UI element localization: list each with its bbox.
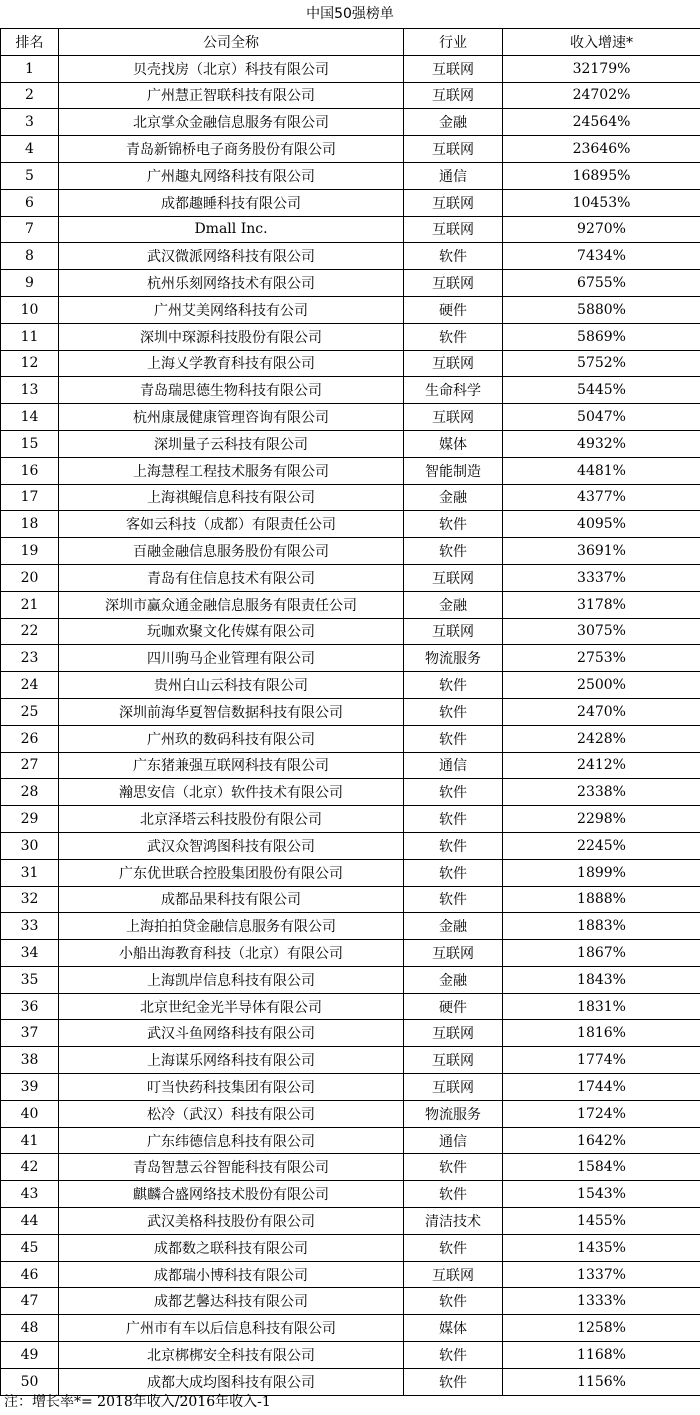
- company-name-cell: 四川驹马企业管理有限公司: [59, 645, 404, 672]
- rank-cell: 50: [1, 1368, 59, 1395]
- company-name-cell: 杭州乐刻网络技术有限公司: [59, 270, 404, 297]
- growth-cell: 7434%: [503, 243, 700, 270]
- industry-cell: 通信: [404, 1127, 503, 1154]
- industry-cell: 软件: [404, 243, 503, 270]
- company-name-cell: 深圳量子云科技有限公司: [59, 430, 404, 457]
- growth-cell: 5445%: [503, 377, 700, 404]
- table-row: [1, 1342, 700, 1369]
- growth-cell: 1899%: [503, 859, 700, 886]
- growth-cell: 1831%: [503, 993, 700, 1020]
- company-name-cell: 上海慧程工程技术服务有限公司: [59, 457, 404, 484]
- company-name-cell: 武汉美格科技股份有限公司: [59, 1208, 404, 1235]
- rank-cell: 28: [1, 779, 59, 806]
- table-row: [1, 350, 700, 377]
- table-body: [1, 55, 700, 1395]
- industry-cell: 互联网: [404, 136, 503, 163]
- company-name-cell: 小船出海教育科技（北京）有限公司: [59, 940, 404, 967]
- growth-cell: 2470%: [503, 698, 700, 725]
- company-name-cell: 广州市有车以后信息科技有限公司: [59, 1315, 404, 1342]
- company-name-cell: 上海乂学教育科技有限公司: [59, 350, 404, 377]
- table-row: [1, 966, 700, 993]
- table-row: [1, 886, 700, 913]
- rank-cell: 15: [1, 430, 59, 457]
- table-row: [1, 136, 700, 163]
- rank-cell: 23: [1, 645, 59, 672]
- growth-cell: 2753%: [503, 645, 700, 672]
- growth-cell: 1455%: [503, 1208, 700, 1235]
- growth-cell: 4377%: [503, 484, 700, 511]
- table-row: [1, 591, 700, 618]
- industry-cell: 金融: [404, 966, 503, 993]
- industry-cell: 软件: [404, 323, 503, 350]
- table-row: [1, 484, 700, 511]
- growth-cell: 1435%: [503, 1234, 700, 1261]
- company-name-cell: 上海祺鲲信息科技有限公司: [59, 484, 404, 511]
- industry-cell: 媒体: [404, 1315, 503, 1342]
- industry-cell: 互联网: [404, 940, 503, 967]
- company-name-cell: 深圳中琛源科技股份有限公司: [59, 323, 404, 350]
- company-name-cell: Dmall Inc.: [59, 216, 404, 243]
- footnote: 注：增长率*= 2018年收入/2016年收入-1: [4, 1394, 271, 1410]
- industry-cell: 互联网: [404, 216, 503, 243]
- company-name-cell: 武汉众智鸿图科技有限公司: [59, 832, 404, 859]
- company-name-cell: 贝壳找房（北京）科技有限公司: [59, 55, 404, 82]
- industry-cell: 软件: [404, 511, 503, 538]
- growth-cell: 5880%: [503, 296, 700, 323]
- rank-cell: 4: [1, 136, 59, 163]
- industry-cell: 物流服务: [404, 645, 503, 672]
- rank-cell: 30: [1, 832, 59, 859]
- growth-cell: 1168%: [503, 1342, 700, 1369]
- header-revenue-growth: 收入增速*: [503, 29, 700, 56]
- growth-cell: 2298%: [503, 806, 700, 833]
- rank-cell: 42: [1, 1154, 59, 1181]
- industry-cell: 软件: [404, 1154, 503, 1181]
- industry-cell: 互联网: [404, 404, 503, 431]
- industry-cell: 互联网: [404, 82, 503, 109]
- rank-cell: 7: [1, 216, 59, 243]
- growth-cell: 1774%: [503, 1047, 700, 1074]
- growth-cell: 3691%: [503, 538, 700, 565]
- rank-cell: 18: [1, 511, 59, 538]
- table-row: [1, 913, 700, 940]
- growth-cell: 1642%: [503, 1127, 700, 1154]
- table-row: [1, 779, 700, 806]
- rank-cell: 8: [1, 243, 59, 270]
- industry-cell: 软件: [404, 806, 503, 833]
- rank-cell: 43: [1, 1181, 59, 1208]
- rank-cell: 40: [1, 1100, 59, 1127]
- table-row: [1, 538, 700, 565]
- industry-cell: 金融: [404, 109, 503, 136]
- table-row: [1, 564, 700, 591]
- industry-cell: 软件: [404, 538, 503, 565]
- rank-cell: 34: [1, 940, 59, 967]
- industry-cell: 互联网: [404, 1074, 503, 1101]
- rank-cell: 6: [1, 189, 59, 216]
- company-name-cell: 上海谋乐网络科技有限公司: [59, 1047, 404, 1074]
- table-row: [1, 55, 700, 82]
- growth-cell: 1867%: [503, 940, 700, 967]
- company-name-cell: 深圳前海华夏智信数据科技有限公司: [59, 698, 404, 725]
- industry-cell: 物流服务: [404, 1100, 503, 1127]
- company-name-cell: 广东猪兼强互联网科技有限公司: [59, 752, 404, 779]
- growth-cell: 2412%: [503, 752, 700, 779]
- growth-cell: 1584%: [503, 1154, 700, 1181]
- growth-cell: 10453%: [503, 189, 700, 216]
- table-row: [1, 243, 700, 270]
- growth-cell: 24702%: [503, 82, 700, 109]
- industry-cell: 互联网: [404, 350, 503, 377]
- rank-cell: 22: [1, 618, 59, 645]
- table-row: [1, 109, 700, 136]
- rank-cell: 25: [1, 698, 59, 725]
- table-row: [1, 457, 700, 484]
- company-name-cell: 北京泽塔云科技股份有限公司: [59, 806, 404, 833]
- rank-cell: 26: [1, 725, 59, 752]
- industry-cell: 软件: [404, 779, 503, 806]
- company-name-cell: 成都品果科技有限公司: [59, 886, 404, 913]
- company-name-cell: 叮当快药科技集团有限公司: [59, 1074, 404, 1101]
- table-row: [1, 1047, 700, 1074]
- industry-cell: 软件: [404, 1234, 503, 1261]
- table-row: [1, 1261, 700, 1288]
- table-row: [1, 296, 700, 323]
- company-name-cell: 广州慧正智联科技有限公司: [59, 82, 404, 109]
- header-company-name: 公司全称: [59, 29, 404, 56]
- table-row: [1, 940, 700, 967]
- table-row: [1, 1100, 700, 1127]
- industry-cell: 媒体: [404, 430, 503, 457]
- industry-cell: 硬件: [404, 993, 503, 1020]
- growth-cell: 5752%: [503, 350, 700, 377]
- industry-cell: 软件: [404, 886, 503, 913]
- growth-cell: 4095%: [503, 511, 700, 538]
- industry-cell: 软件: [404, 1368, 503, 1395]
- company-name-cell: 上海凯岸信息科技有限公司: [59, 966, 404, 993]
- table-row: [1, 752, 700, 779]
- growth-cell: 4932%: [503, 430, 700, 457]
- company-name-cell: 上海拍拍贷金融信息服务有限公司: [59, 913, 404, 940]
- industry-cell: 互联网: [404, 564, 503, 591]
- company-name-cell: 成都大成均图科技有限公司: [59, 1368, 404, 1395]
- header-industry: 行业: [404, 29, 503, 56]
- table-row: [1, 1181, 700, 1208]
- growth-cell: 1883%: [503, 913, 700, 940]
- rank-cell: 39: [1, 1074, 59, 1101]
- ranking-table: [0, 28, 700, 1396]
- industry-cell: 硬件: [404, 296, 503, 323]
- rank-cell: 5: [1, 162, 59, 189]
- company-name-cell: 深圳市赢众通金融信息服务有限责任公司: [59, 591, 404, 618]
- company-name-cell: 武汉斗鱼网络科技有限公司: [59, 1020, 404, 1047]
- rank-cell: 48: [1, 1315, 59, 1342]
- industry-cell: 软件: [404, 1342, 503, 1369]
- company-name-cell: 青岛新锦桥电子商务股份有限公司: [59, 136, 404, 163]
- growth-cell: 24564%: [503, 109, 700, 136]
- industry-cell: 生命科学: [404, 377, 503, 404]
- company-name-cell: 青岛智慧云谷智能科技有限公司: [59, 1154, 404, 1181]
- growth-cell: 5869%: [503, 323, 700, 350]
- rank-cell: 29: [1, 806, 59, 833]
- industry-cell: 软件: [404, 832, 503, 859]
- table-row: [1, 1074, 700, 1101]
- industry-cell: 软件: [404, 1181, 503, 1208]
- table-row: [1, 1154, 700, 1181]
- table-row: [1, 404, 700, 431]
- industry-cell: 互联网: [404, 270, 503, 297]
- table-row: [1, 1208, 700, 1235]
- table-row: [1, 1020, 700, 1047]
- industry-cell: 金融: [404, 484, 503, 511]
- rank-cell: 31: [1, 859, 59, 886]
- growth-cell: 1258%: [503, 1315, 700, 1342]
- table-row: [1, 162, 700, 189]
- header-rank: 排名: [1, 29, 59, 56]
- rank-cell: 10: [1, 296, 59, 323]
- company-name-cell: 客如云科技（成都）有限责任公司: [59, 511, 404, 538]
- company-name-cell: 广州艾美网络科技有公司: [59, 296, 404, 323]
- industry-cell: 互联网: [404, 189, 503, 216]
- industry-cell: 通信: [404, 162, 503, 189]
- rank-cell: 47: [1, 1288, 59, 1315]
- company-name-cell: 北京梆梆安全科技有限公司: [59, 1342, 404, 1369]
- growth-cell: 3075%: [503, 618, 700, 645]
- growth-cell: 9270%: [503, 216, 700, 243]
- table-title: 中国50强榜单: [306, 6, 394, 22]
- growth-cell: 1724%: [503, 1100, 700, 1127]
- company-name-cell: 青岛瑞思德生物科技有限公司: [59, 377, 404, 404]
- industry-cell: 金融: [404, 913, 503, 940]
- industry-cell: 软件: [404, 698, 503, 725]
- rank-cell: 2: [1, 82, 59, 109]
- table-row: [1, 832, 700, 859]
- company-name-cell: 广东纬德信息科技有限公司: [59, 1127, 404, 1154]
- company-name-cell: 成都瑞小博科技有限公司: [59, 1261, 404, 1288]
- rank-cell: 27: [1, 752, 59, 779]
- growth-cell: 16895%: [503, 162, 700, 189]
- industry-cell: 互联网: [404, 1261, 503, 1288]
- company-name-cell: 杭州康晟健康管理咨询有限公司: [59, 404, 404, 431]
- rank-cell: 41: [1, 1127, 59, 1154]
- rank-cell: 1: [1, 55, 59, 82]
- company-name-cell: 北京掌众金融信息服务有限公司: [59, 109, 404, 136]
- rank-cell: 32: [1, 886, 59, 913]
- company-name-cell: 玩咖欢聚文化传媒有限公司: [59, 618, 404, 645]
- table-row: [1, 725, 700, 752]
- industry-cell: 金融: [404, 591, 503, 618]
- growth-cell: 2338%: [503, 779, 700, 806]
- table-row: [1, 993, 700, 1020]
- growth-cell: 1888%: [503, 886, 700, 913]
- table-row: [1, 1234, 700, 1261]
- growth-cell: 5047%: [503, 404, 700, 431]
- rank-cell: 13: [1, 377, 59, 404]
- table-row: [1, 511, 700, 538]
- rank-cell: 3: [1, 109, 59, 136]
- rank-cell: 19: [1, 538, 59, 565]
- rank-cell: 46: [1, 1261, 59, 1288]
- rank-cell: 9: [1, 270, 59, 297]
- rank-cell: 21: [1, 591, 59, 618]
- growth-cell: 3337%: [503, 564, 700, 591]
- growth-cell: 1156%: [503, 1368, 700, 1395]
- table-row: [1, 698, 700, 725]
- growth-cell: 2500%: [503, 672, 700, 699]
- growth-cell: 1333%: [503, 1288, 700, 1315]
- table-row: [1, 1315, 700, 1342]
- rank-cell: 35: [1, 966, 59, 993]
- industry-cell: 互联网: [404, 1047, 503, 1074]
- rank-cell: 44: [1, 1208, 59, 1235]
- industry-cell: 软件: [404, 725, 503, 752]
- table-row: [1, 618, 700, 645]
- growth-cell: 1543%: [503, 1181, 700, 1208]
- rank-cell: 24: [1, 672, 59, 699]
- growth-cell: 1744%: [503, 1074, 700, 1101]
- company-name-cell: 成都数之联科技有限公司: [59, 1234, 404, 1261]
- industry-cell: 软件: [404, 859, 503, 886]
- company-name-cell: 武汉微派网络科技有限公司: [59, 243, 404, 270]
- rank-cell: 17: [1, 484, 59, 511]
- growth-cell: 3178%: [503, 591, 700, 618]
- company-name-cell: 松冷（武汉）科技有限公司: [59, 1100, 404, 1127]
- company-name-cell: 成都艺馨达科技有限公司: [59, 1288, 404, 1315]
- company-name-cell: 青岛有住信息技术有限公司: [59, 564, 404, 591]
- industry-cell: 清洁技术: [404, 1208, 503, 1235]
- rank-cell: 33: [1, 913, 59, 940]
- growth-cell: 1843%: [503, 966, 700, 993]
- company-name-cell: 广东优世联合控股集团股份有限公司: [59, 859, 404, 886]
- industry-cell: 互联网: [404, 1020, 503, 1047]
- table-row: [1, 189, 700, 216]
- growth-cell: 2428%: [503, 725, 700, 752]
- company-name-cell: 百融金融信息服务股份有限公司: [59, 538, 404, 565]
- company-name-cell: 贵州白山云科技有限公司: [59, 672, 404, 699]
- growth-cell: 6755%: [503, 270, 700, 297]
- growth-cell: 32179%: [503, 55, 700, 82]
- rank-cell: 20: [1, 564, 59, 591]
- company-name-cell: 麒麟合盛网络技术股份有限公司: [59, 1181, 404, 1208]
- rank-cell: 37: [1, 1020, 59, 1047]
- table-row: [1, 806, 700, 833]
- rank-cell: 49: [1, 1342, 59, 1369]
- table-row: [1, 645, 700, 672]
- company-name-cell: 瀚思安信（北京）软件技术有限公司: [59, 779, 404, 806]
- rank-cell: 36: [1, 993, 59, 1020]
- table-row: [1, 377, 700, 404]
- growth-cell: 1337%: [503, 1261, 700, 1288]
- growth-cell: 4481%: [503, 457, 700, 484]
- table-row: [1, 216, 700, 243]
- rank-cell: 14: [1, 404, 59, 431]
- industry-cell: 软件: [404, 672, 503, 699]
- table-row: [1, 1288, 700, 1315]
- rank-cell: 45: [1, 1234, 59, 1261]
- industry-cell: 智能制造: [404, 457, 503, 484]
- industry-cell: 互联网: [404, 618, 503, 645]
- growth-cell: 23646%: [503, 136, 700, 163]
- company-name-cell: 广州玖的数码科技有限公司: [59, 725, 404, 752]
- table-row: [1, 270, 700, 297]
- growth-cell: 1816%: [503, 1020, 700, 1047]
- industry-cell: 软件: [404, 1288, 503, 1315]
- table-row: [1, 323, 700, 350]
- company-name-cell: 北京世纪金光半导体有限公司: [59, 993, 404, 1020]
- header-row: [1, 29, 700, 56]
- rank-cell: 12: [1, 350, 59, 377]
- growth-cell: 2245%: [503, 832, 700, 859]
- table-row: [1, 430, 700, 457]
- table-row: [1, 672, 700, 699]
- rank-cell: 16: [1, 457, 59, 484]
- rank-cell: 38: [1, 1047, 59, 1074]
- company-name-cell: 成都趣睡科技有限公司: [59, 189, 404, 216]
- table-row: [1, 859, 700, 886]
- industry-cell: 通信: [404, 752, 503, 779]
- rank-cell: 11: [1, 323, 59, 350]
- industry-cell: 互联网: [404, 55, 503, 82]
- company-name-cell: 广州趣丸网络科技有限公司: [59, 162, 404, 189]
- table-row: [1, 82, 700, 109]
- table-row: [1, 1127, 700, 1154]
